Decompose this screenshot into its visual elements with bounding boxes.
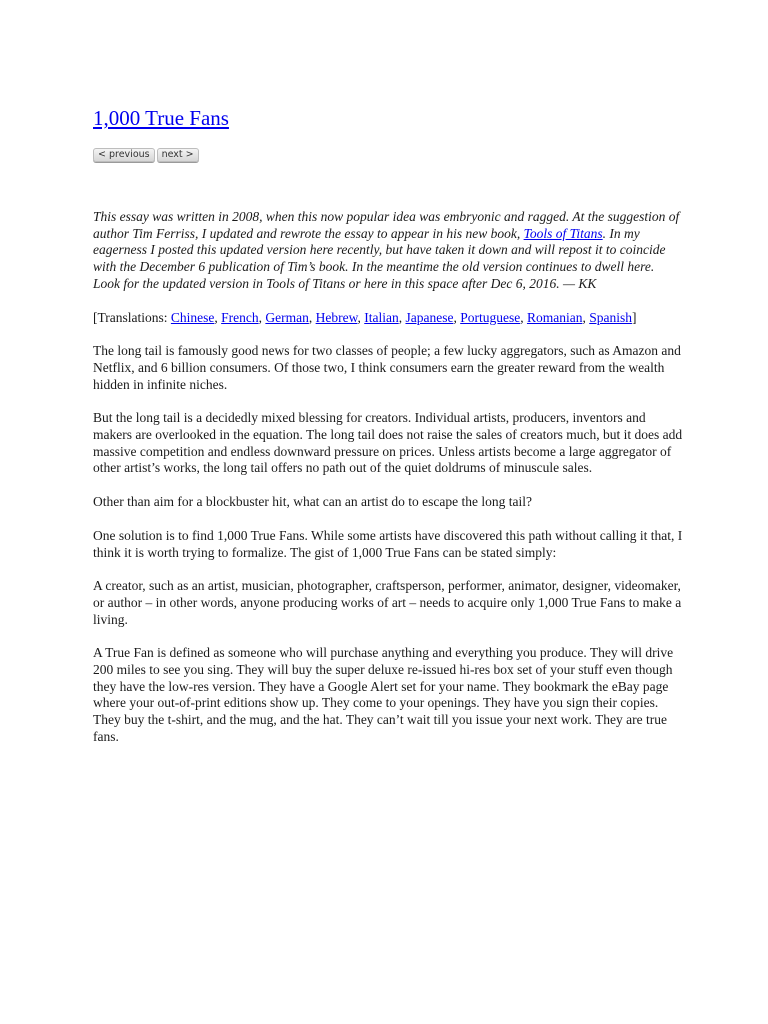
translation-links [171, 310, 632, 325]
translation-link-japanese[interactable]: Japanese [405, 309, 454, 325]
body-paragraph: One solution is to find 1,000 True Fans. While some artists have discovered this path without calling it that, I think it is worth trying to formalize. The gist of 1,000 True Fans can be stated simply: [93, 527, 683, 560]
translation-link-chinese[interactable]: Chinese [170, 309, 215, 325]
body-paragraph: Other than aim for a blockbuster hit, what can an artist do to escape the long tail? [93, 494, 532, 510]
translation-separator: , [357, 309, 365, 325]
translation-separator: , [214, 309, 222, 325]
next-button[interactable]: next > [157, 148, 199, 162]
article-body [93, 209, 683, 746]
translations-suffix: ] [631, 309, 637, 325]
translation-link-french[interactable]: French [221, 309, 259, 325]
translation-separator: , [308, 309, 316, 325]
translation-separator: , [520, 309, 527, 325]
translation-link-spanish[interactable]: Spanish [589, 309, 632, 325]
intro-text-2: . In my eagerness I posted this updated version here recently, but have taken it down and will repost it to coincide with the December 6 publication of Tim’s book. In the meantime the old version continues to dwell here. Look for the updated version in Tools of Titans or here in this space after Dec 6, 2016. — KK [93, 225, 666, 291]
translations-paragraph [93, 310, 683, 327]
article-title-link[interactable]: 1,000 True Fans [93, 106, 229, 130]
intro-paragraph [93, 209, 683, 293]
translation-separator: , [582, 309, 590, 325]
tools-of-titans-link[interactable]: Tools of Titans [523, 225, 603, 241]
translation-link-portuguese[interactable]: Portuguese [460, 309, 521, 325]
translation-link-italian[interactable]: Italian [364, 309, 399, 325]
translation-separator: , [398, 309, 406, 325]
translation-link-hebrew[interactable]: Hebrew [315, 309, 358, 325]
pager [93, 148, 683, 164]
translation-separator: , [453, 309, 461, 325]
translation-link-romanian[interactable]: Romanian [526, 309, 583, 325]
translations-prefix: [Translations: [93, 309, 171, 325]
article [93, 104, 683, 763]
body-paragraph: The long tail is famously good news for two classes of people; a few lucky aggregators, such as Amazon and Netflix, and 6 billion consumers. Of those two, I think consumers earn the greater reward from the wealth hidden in infinite niches. [93, 343, 681, 392]
article-title [93, 104, 683, 132]
translation-link-german[interactable]: German [265, 309, 309, 325]
intro-text-1: This essay was written in 2008, when this now popular idea was embryonic and ragged. At the suggestion of author Tim Ferriss, I updated and rewrote the essay to appear in his new book, [93, 209, 680, 241]
previous-button[interactable]: < previous [93, 148, 155, 162]
body-paragraph: A creator, such as an artist, musician, photographer, craftsperson, performer, animator, designer, videomaker, or author – in other words, anyone producing works of art – needs to acquire only 1,000 True Fans to make a living. [93, 578, 682, 627]
body-paragraph: A True Fan is defined as someone who will purchase anything and everything you produce. They will drive 200 miles to see you sing. They will buy the super deluxe re-issued hi-res box set of your stuff even though they have the low-res version. They have a Google Alert set for your name. They bookmark the eBay page where your out-of-print editions show up. They come to your openings. They have you sign their copies. They buy the t-shirt, and the mug, and the hat. They can’t wait till you issue your next work. They are true fans. [93, 645, 674, 744]
translation-separator: , [258, 309, 266, 325]
body-paragraph: But the long tail is a decidedly mixed blessing for creators. Individual artists, producers, inventors and makers are overlooked in the equation. The long tail does not raise the sales of creators much, but it does add massive competition and endless downward pressure on prices. Unless artists become a large aggregator of other artist’s works, the long tail offers no path out of the quiet doldrums of minuscule sales. [93, 410, 683, 476]
